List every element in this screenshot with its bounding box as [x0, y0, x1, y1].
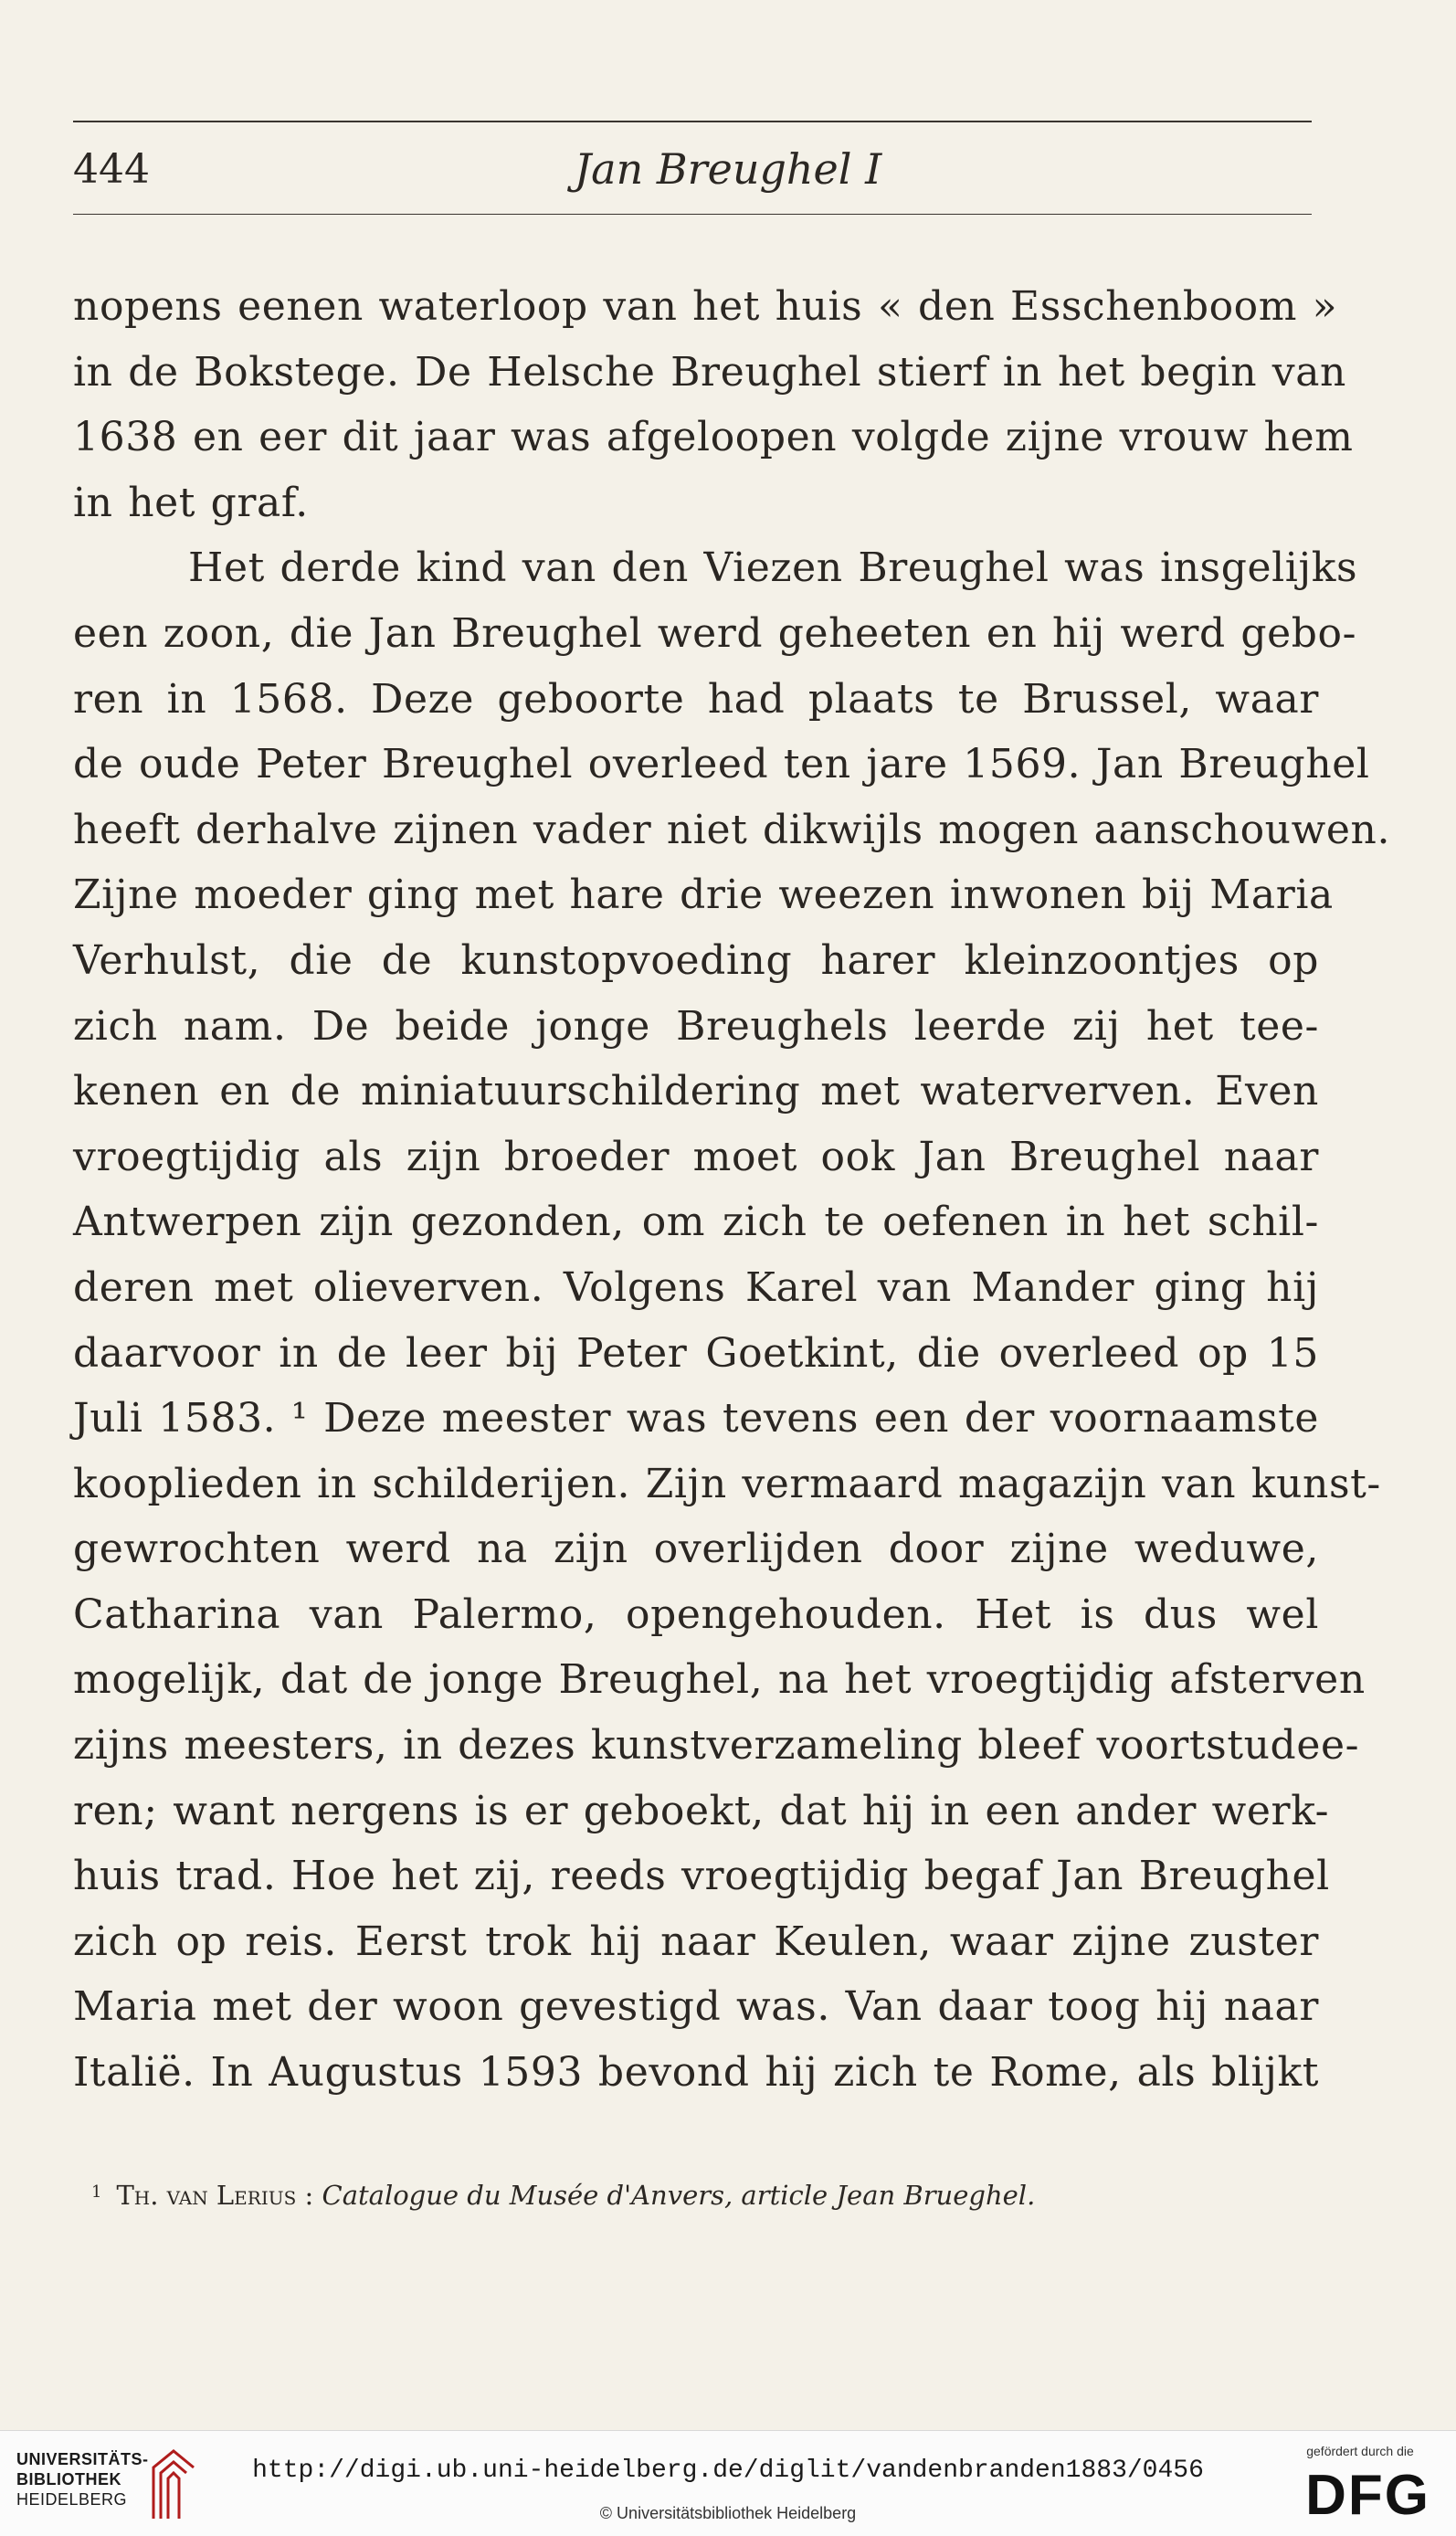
library-name-line-3: HEIDELBERG	[16, 2490, 128, 2509]
text-line: vroegtijdig als zijn broeder moet ook Jan Breughel naar	[73, 1133, 1319, 1180]
text-line: deren met olieverven. Volgens Karel van Mander ging hij	[73, 1263, 1319, 1311]
header-top-rule	[73, 121, 1312, 122]
library-name-line-1: UNIVERSITÄTS-	[16, 2450, 149, 2468]
text-line: gewrochten werd na zijn overlijden door zijne weduwe,	[73, 1526, 1319, 1573]
text-line: Het derde kind van den Viezen Breughel was insgelijks	[188, 544, 1358, 592]
dfg-logo: DFG	[1305, 2464, 1430, 2527]
text-line: kenen en de miniatuurschildering met waterverven. Even	[73, 1068, 1319, 1115]
funding-note: gefördert durch die	[1306, 2444, 1414, 2458]
text-line: Italië. In Augustus 1593 bevond hij zich te Rome, als blijkt	[73, 2049, 1319, 2097]
digitization-footer	[0, 2430, 1456, 2536]
library-name-line-2: BIBLIOTHEK	[16, 2470, 121, 2488]
text-line: de oude Peter Breughel overleed ten jare 1569. Jan Breughel	[73, 741, 1370, 788]
page-number: 444	[73, 146, 150, 193]
text-line: zich op reis. Eerst trok hij naar Keulen, waar zijne zuster	[73, 1918, 1319, 1965]
text-line: Catharina van Palermo, opengehouden. Het is dus wel	[73, 1590, 1319, 1638]
text-line: zijns meesters, in dezes kunstverzameling bleef voortstudee-	[73, 1722, 1360, 1770]
text-line: Antwerpen zijn gezonden, om zich te oefenen in het schil-	[73, 1199, 1319, 1246]
text-line: kooplieden in schilderijen. Zijn vermaard magazijn van kunst-	[73, 1460, 1381, 1507]
text-line: in de Bokstege. De Helsche Breughel stierf in het begin van	[73, 348, 1346, 396]
text-line: heeft derhalve zijnen vader niet dikwijls mogen aanschouwen.	[73, 806, 1391, 853]
footnote-separator: :	[296, 2180, 322, 2211]
text-line: ren in 1568. Deze geboorte had plaats te Brussel, waar	[73, 675, 1319, 723]
text-line: huis trad. Hoe het zij, reeds vroegtijdig begaf Jan Breughel	[73, 1853, 1330, 1900]
text-line: 1638 en eer dit jaar was afgeloopen volgde zijne vrouw hem	[73, 414, 1354, 461]
text-line: een zoon, die Jan Breughel werd geheeten en hij werd gebo-	[73, 609, 1357, 657]
footnote-author: Th. van Lerius	[116, 2180, 297, 2211]
text-line: nopens eenen waterloop van het huis « den Esschenboom »	[73, 283, 1338, 330]
copyright-notice: © Universitätsbibliothek Heidelberg	[599, 2504, 857, 2522]
text-line: Verhulst, die de kunstopvoeding harer kleinzoontjes op	[73, 936, 1319, 984]
text-line: Zijne moeder ging met hare drie weezen inwonen bij Maria	[73, 872, 1334, 919]
running-title: Jan Breughel I	[574, 144, 882, 194]
text-line: Maria met der woon gevestigd was. Van daar toog hij naar	[73, 1983, 1319, 2031]
text-line: zich nam. De beide jonge Breughels leerde zij het tee-	[73, 1002, 1319, 1050]
header-bottom-rule	[73, 214, 1312, 215]
text-line: ren; want nergens is er geboekt, dat hij in een ander werk-	[73, 1787, 1330, 1834]
text-line: mogelijk, dat de jonge Breughel, na het vroegtijdig afsterven	[73, 1656, 1366, 1704]
body-text	[73, 274, 1391, 2106]
text-line: daarvoor in de leer bij Peter Goetkint, die overleed op 15	[73, 1329, 1319, 1377]
footnote-mark: 1	[91, 2182, 102, 2202]
text-line: in het graf.	[73, 479, 309, 526]
text-line: Juli 1583. ¹ Deze meester was tevens een der voornaamste	[73, 1395, 1319, 1442]
footnote-citation: Catalogue du Musée d'Anvers, article Jean Brueghel.	[322, 2180, 1036, 2211]
footnote	[91, 2180, 1315, 2211]
permalink-url[interactable]: http://digi.ub.uni-heidelberg.de/diglit/vandenbranden1883/0456	[252, 2457, 1204, 2485]
